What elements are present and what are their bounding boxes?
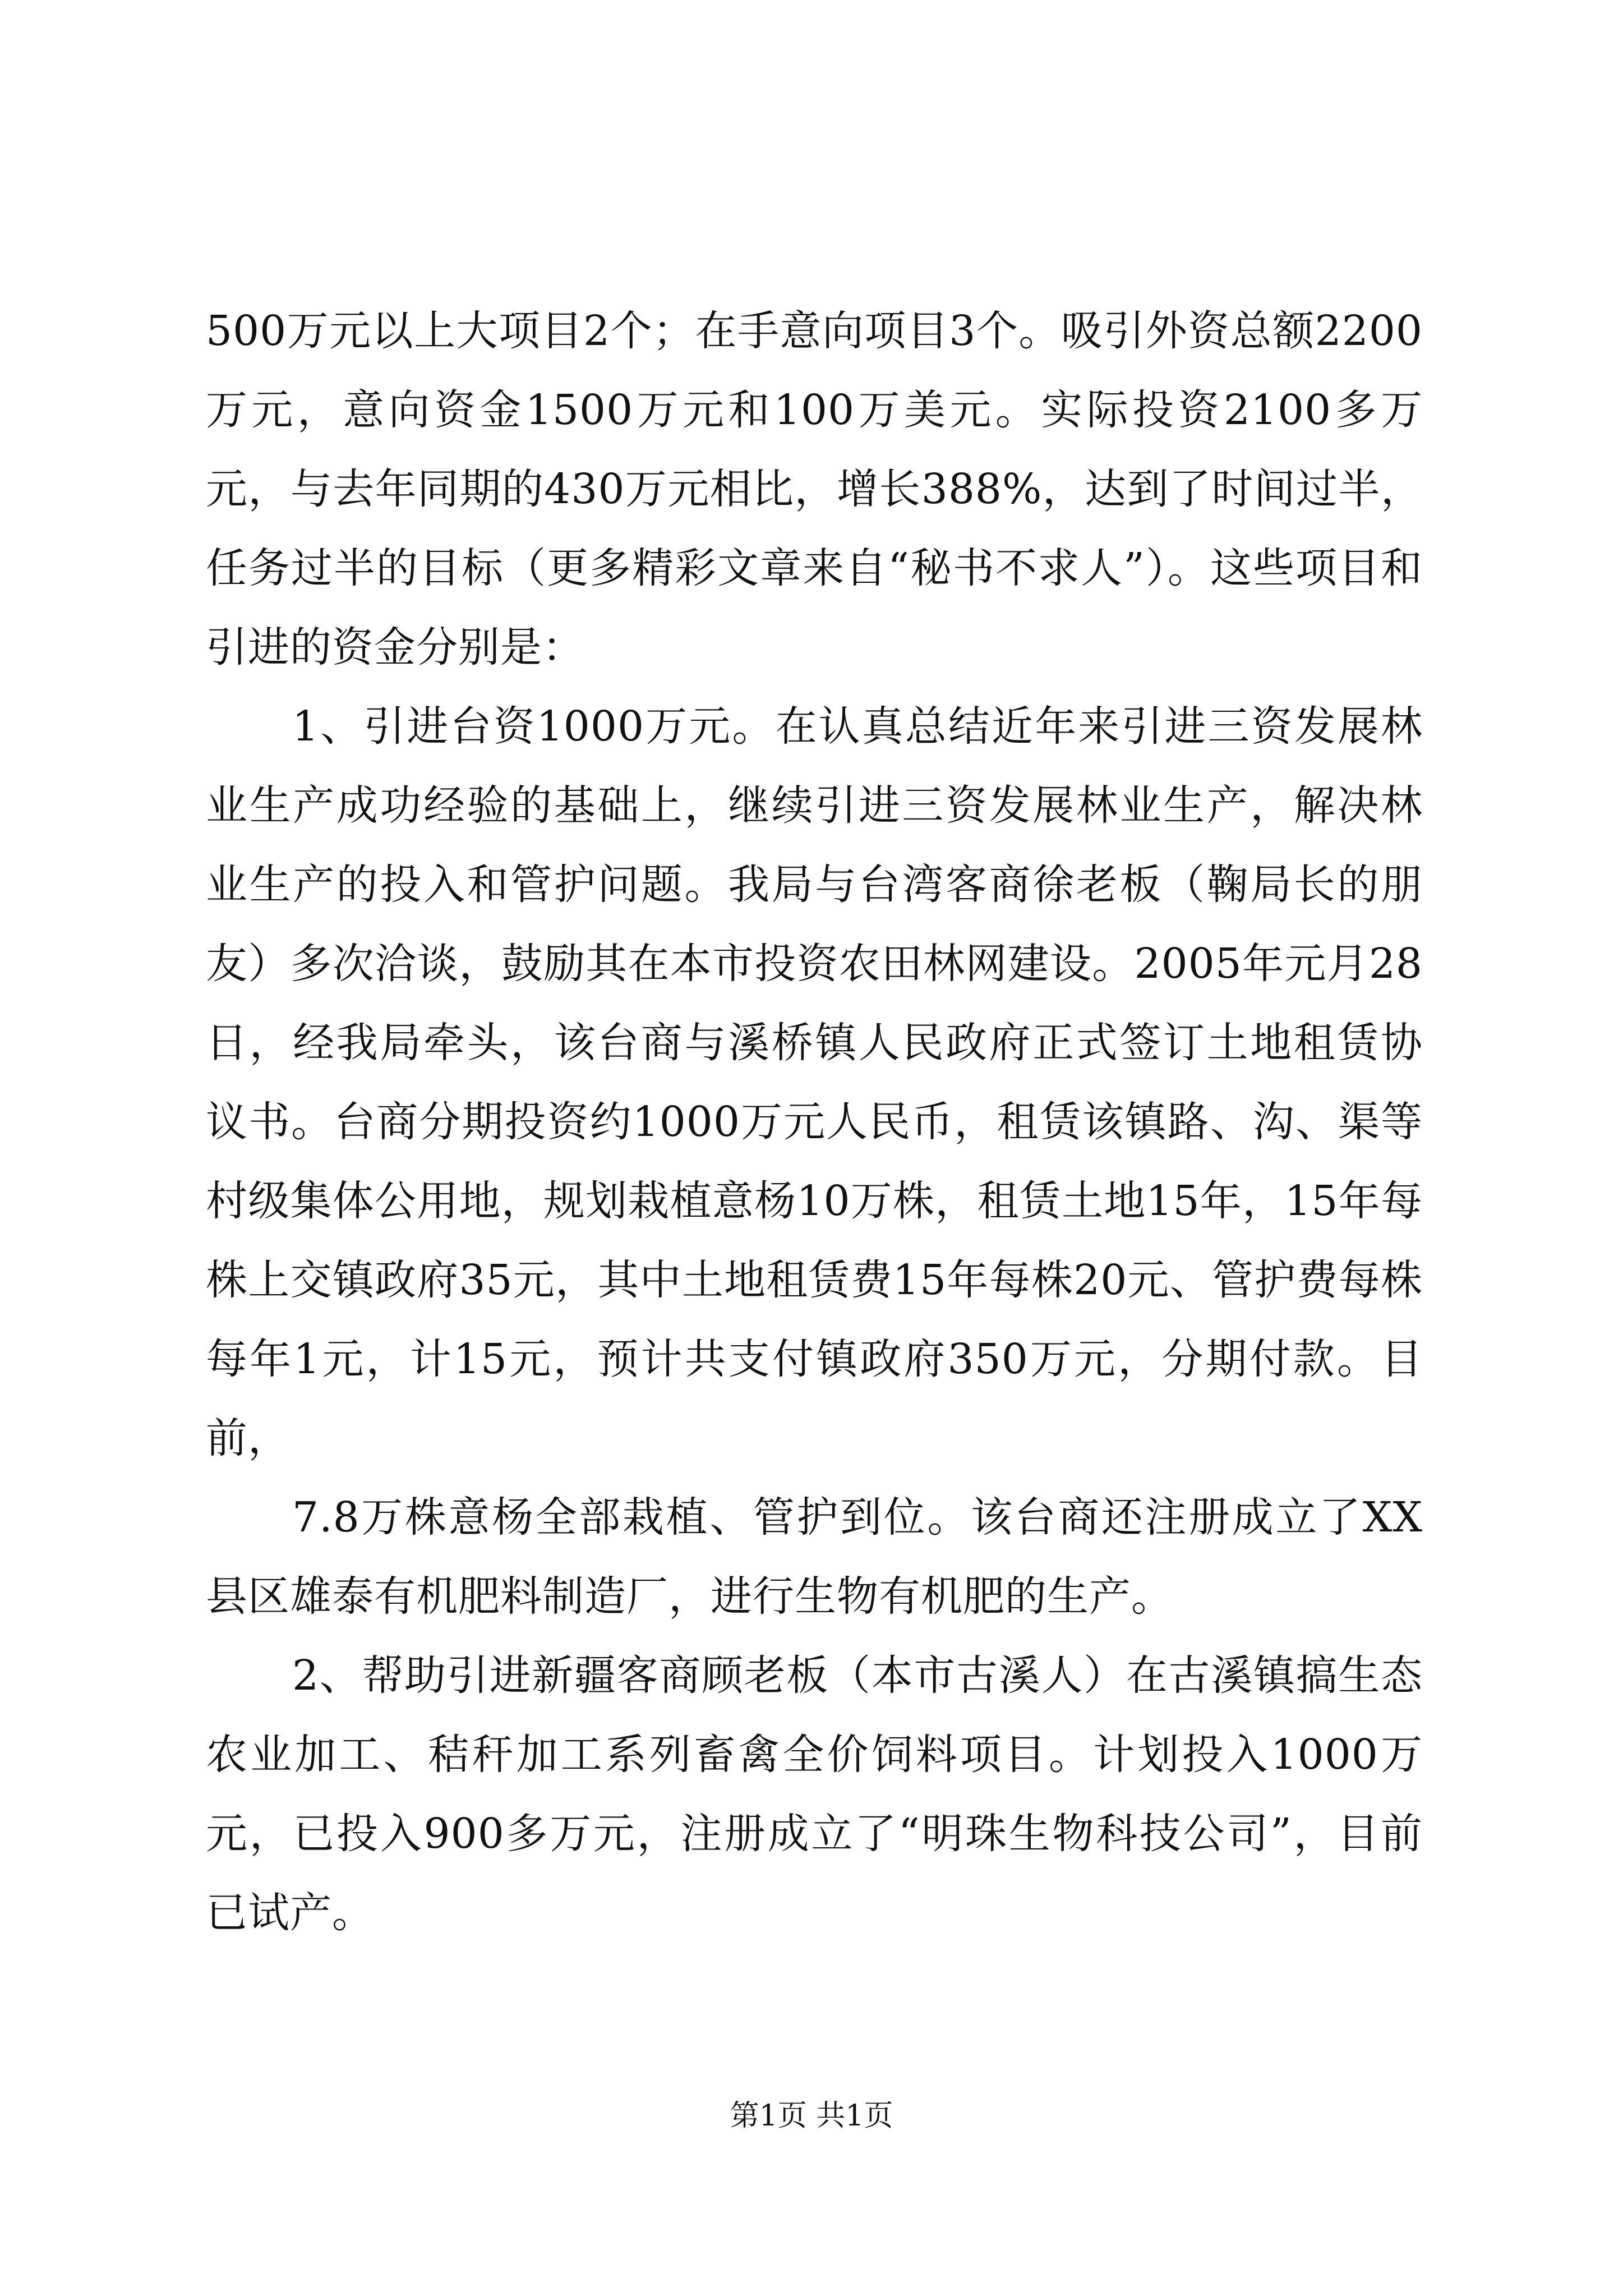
page-footer: 第1页 共1页	[730, 2099, 893, 2133]
body-text	[206, 292, 1423, 1953]
paragraph-4: 2、帮助引进新疆客商顾老板（本市古溪人）在古溪镇搞生态农业加工、秸秆加工系列畜禽全价饲料项目。计划投入1000万元，已投入900多万元，注册成立了“明珠生物科技公司”，目前已试产。	[206, 1651, 1423, 1937]
paragraph-2: 1、引进台资1000万元。在认真总结近年来引进三资发展林业生产成功经验的基础上，继续引进三资发展林业生产，解决林业生产的投入和管护问题。我局与台湾客商徐老板（鞠局长的朋友）多次洽谈，鼓励其在本市投资农田林网建设。2005年元月28日，经我局牵头，该台商与溪桥镇人民政府正式签订土地租赁协议书。台商分期投资约1000万元人民币，租赁该镇路、沟、渠等村级集体公用地，规划栽植意杨10万株，租赁土地15年，15年每株上交镇政府35元，其中土地租赁费15年每株20元、管护费每株每年1元，计15元，预计共支付镇政府350万元，分期付款。目前，	[206, 702, 1423, 1462]
paragraph-3: 7.8万株意杨全部栽植、管护到位。该台商还注册成立了XX县区雄泰有机肥料制造厂，进行生物有机肥的生产。	[206, 1493, 1423, 1621]
paragraph-1: 500万元以上大项目2个；在手意向项目3个。吸引外资总额2200万元，意向资金1500万元和100万美元。实际投资2100多万元，与去年同期的430万元相比，增长388%，达到了时间过半，任务过半的目标（更多精彩文章来自“秘书不求人”）。这些项目和引进的资金分别是：	[206, 307, 1423, 671]
